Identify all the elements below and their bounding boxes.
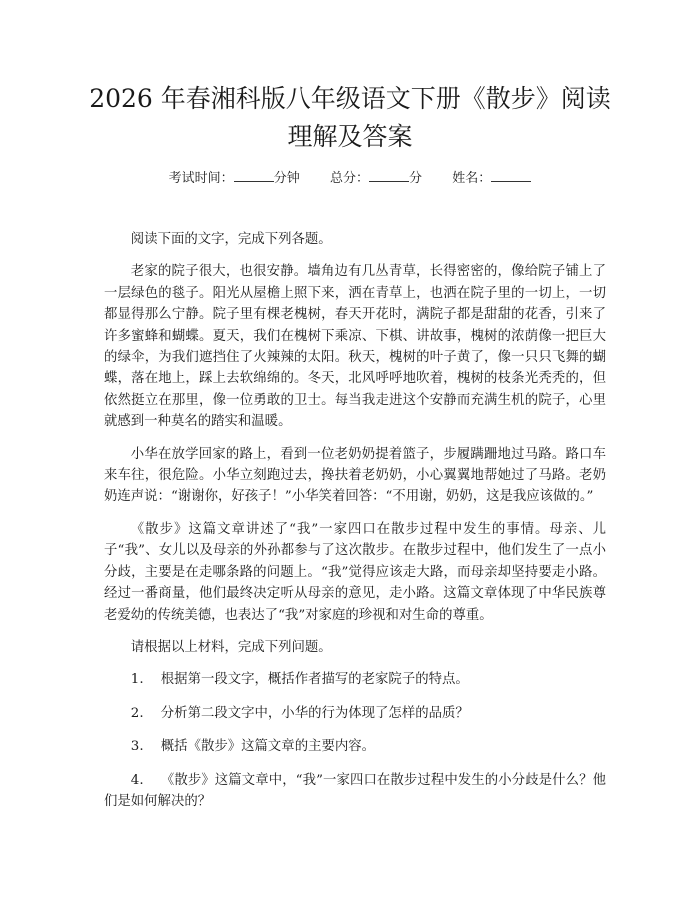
time-unit: 分钟 — [273, 171, 300, 186]
passage-paragraph-3: 《散步》这篇文章讲述了“我”一家四口在散步过程中发生的事情。母亲、儿子“我”、女儿以及母亲的外孙都参与了这次散步。在散步过程中，他们发生了一点小分歧，主要是在走哪条路的问题上。“我”觉得应该走大路，而母亲却坚持要走小路。经过一番商量，他们最终决定听从母亲的意见，走小路。这篇文章体现了中华民族尊老爱幼的传统美德，也表达了“我”对家庭的珍视和对生命的尊重。 — [104, 521, 606, 623]
score-blank — [369, 168, 409, 182]
score-unit: 分 — [409, 171, 423, 186]
reading-content — [104, 229, 606, 824]
question-item — [104, 736, 606, 757]
instruction-text: 阅读下面的文字，完成下列各题。 — [130, 232, 332, 247]
question-number: 3. — [130, 739, 144, 755]
question-item — [104, 770, 606, 813]
question-text: 根据第一段文字，概括作者描写的老家院子的特点。 — [160, 672, 469, 688]
question-text: 概括《散步》这篇文章的主要内容。 — [160, 739, 376, 755]
questions-prompt: 请根据以上材料，完成下列问题。 — [130, 639, 332, 655]
question-number: 2. — [130, 705, 144, 721]
passage-paragraph-1: 老家的院子很大，也很安静。墙角边有几丛青草，长得密密的，像给院子铺上了一层绿色的毯子。阳光从屋檐上照下来，洒在青草上，也洒在院子里的一切上，一切都显得那么宁静。院子里有棵老槐树，春天开花时，满院子都是甜甜的花香，引来了许多蜜蜂和蝴蝶。夏天，我们在槐树下乘凉、下棋、讲故事，槐树的浓荫像一把巨大的绿伞，为我们遮挡住了火辣辣的太阳。秋天，槐树的叶子黄了，像一只只飞舞的蝴蝶，落在地上，踩上去软绵绵的。冬天，北风呼呼地吹着，槐树的枝条光秃秃的，但依然挺立在那里，像一位勇敢的卫士。每当我走进这个安静而充满生机的院子，心里就感到一种莫名的踏实和温暖。 — [104, 264, 606, 430]
question-text: 《散步》这篇文章中，“我”一家四口在散步过程中发生的小分歧是什么？他们是如何解决的？ — [104, 772, 606, 809]
question-text: 分析第二段文字中，小华的行为体现了怎样的品质？ — [160, 705, 469, 721]
question-number: 1. — [130, 672, 144, 688]
passage-paragraph-2: 小华在放学回家的路上，看到一位老奶奶提着篮子，步履蹒跚地过马路。路口车来车往，很危险。小华立刻跑过去，搀扶着老奶奶，小心翼翼地帮她过了马路。老奶奶连声说：“谢谢你，好孩子！”小华笑着回答：“不用谢，奶奶，这是我应该做的。” — [104, 446, 606, 505]
name-blank — [491, 168, 531, 182]
score-label: 总分： — [329, 171, 369, 186]
exam-meta-line — [80, 168, 620, 189]
question-item — [104, 669, 606, 690]
name-label: 姓名： — [452, 171, 492, 186]
time-label: 考试时间： — [168, 171, 234, 186]
question-number: 4. — [130, 772, 144, 788]
question-item — [104, 703, 606, 724]
time-blank — [234, 168, 274, 182]
document-title: 2026 年春湘科版八年级语文下册《散步》阅读理解及答案 — [89, 84, 611, 151]
